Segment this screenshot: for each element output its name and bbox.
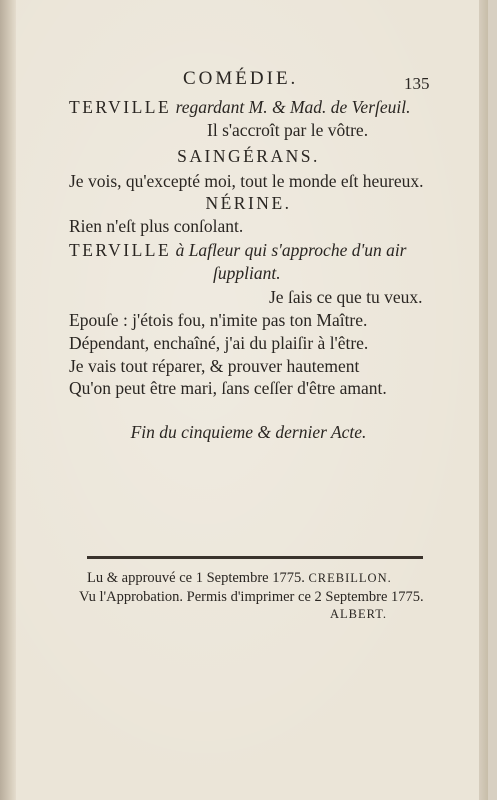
speaker-name: SAINGÉRANS.	[177, 146, 320, 166]
stage-direction: ſuppliant.	[213, 263, 281, 283]
verse-line: Je vois, qu'excepté moi, tout le monde eſt heureux.	[69, 171, 424, 191]
stage-direction: à Lafleur qui s'approche d'un air	[175, 240, 407, 260]
page-edge	[479, 0, 488, 800]
verse-line: Qu'on peut être mari, ſans ceſſer d'être amant.	[69, 378, 387, 398]
verse-line: Je vais tout réparer, & prouver hautement	[69, 356, 360, 376]
divider-rule	[87, 556, 423, 559]
act-end-note: Fin du cinquieme & dernier Acte.	[130, 422, 367, 442]
verse-line: Epouſe : j'étois fou, n'imite pas ton Maître.	[69, 310, 368, 330]
official-name: ALBERT.	[330, 607, 388, 621]
running-title: COMÉDIE.	[183, 68, 299, 89]
verse-line: Dépendant, enchaîné, j'ai du plaiſir à l'être.	[69, 333, 369, 353]
censor-name: CREBILLON.	[308, 571, 392, 585]
speaker-name: NÉRINE.	[205, 193, 292, 213]
speaker-line-terville	[69, 240, 407, 261]
permission-line: Vu l'Approbation. Permis d'imprimer ce 2 Septembre 1775.	[79, 589, 424, 605]
page-number: 135	[404, 74, 430, 93]
book-binding-shadow	[0, 0, 16, 800]
speaker-name: TERVILLE	[69, 97, 172, 117]
verse-line: Il s'accroît par le vôtre.	[207, 120, 369, 140]
approval-text: Lu & approuvé ce 1 Septembre 1775.	[87, 570, 305, 586]
stage-direction: regardant M. & Mad. de Verſeuil.	[175, 97, 411, 117]
verse-line: Rien n'eſt plus conſolant.	[69, 216, 244, 236]
speaker-line-terville	[69, 97, 410, 118]
verse-line: Je ſais ce que tu veux.	[269, 287, 423, 307]
approval-line	[87, 570, 392, 587]
speaker-name: TERVILLE	[69, 240, 172, 260]
